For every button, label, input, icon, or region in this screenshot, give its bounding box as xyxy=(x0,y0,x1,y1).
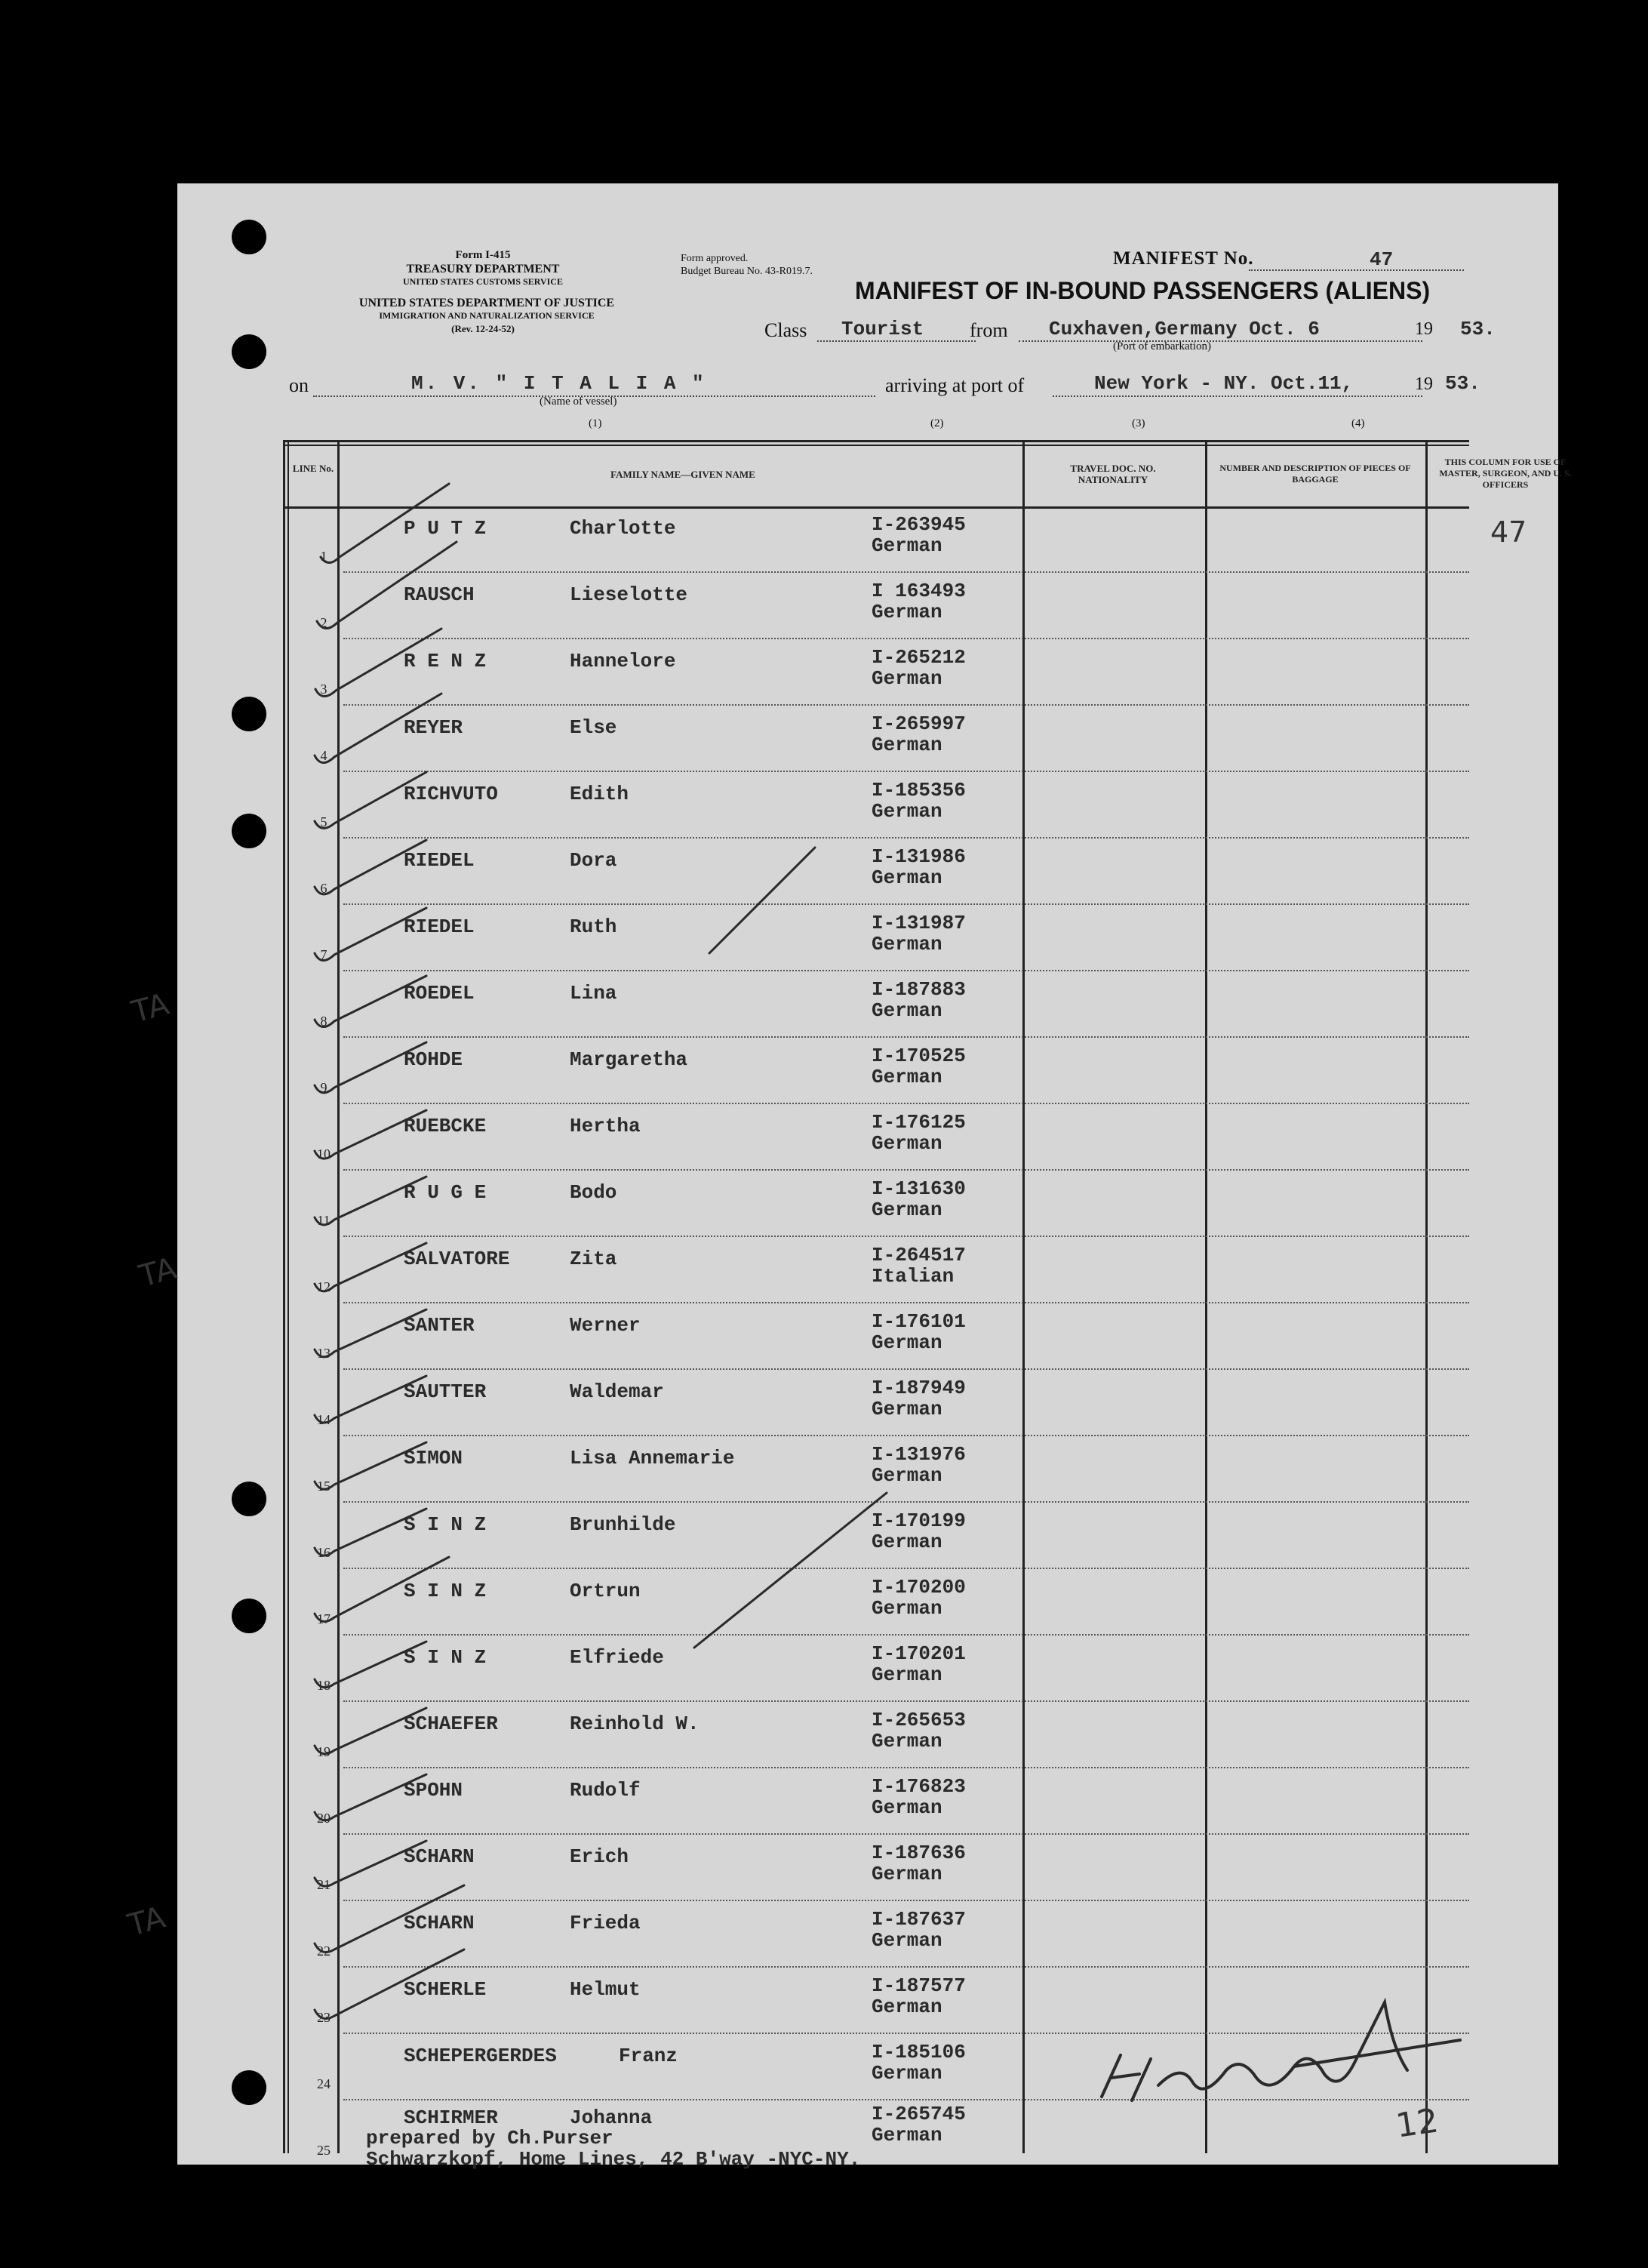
given-name: Bodo xyxy=(570,1181,617,1204)
vessel-name: M. V. " I T A L I A " xyxy=(411,372,706,395)
nationality: German xyxy=(872,1199,942,1221)
form-approved: Form approved. xyxy=(681,253,749,264)
doc-number: I-131630 xyxy=(872,1177,966,1200)
family-name: R E N Z xyxy=(404,650,487,672)
line-number: 10 xyxy=(317,1146,331,1162)
family-name: P U T Z xyxy=(404,517,487,540)
line-number: 18 xyxy=(317,1678,331,1693)
handwritten-marks xyxy=(177,183,1558,2165)
given-name: Else xyxy=(570,716,617,739)
line-number: 19 xyxy=(317,1744,331,1759)
given-name: Ortrun xyxy=(570,1580,641,1602)
given-name: Ruth xyxy=(570,916,617,938)
line-number: 23 xyxy=(317,2010,331,2025)
line-number: 21 xyxy=(317,1877,331,1892)
arrival-port: New York - NY. Oct.11, xyxy=(1094,372,1354,395)
nationality: German xyxy=(872,1132,942,1155)
line-number: 15 xyxy=(317,1479,331,1494)
doc-number: I-264517 xyxy=(872,1244,966,1266)
nationality: German xyxy=(872,1464,942,1487)
family-name: SALVATORE xyxy=(404,1248,510,1270)
line-number: 1 xyxy=(320,549,327,564)
doc-number: I-265745 xyxy=(872,2103,966,2125)
family-name: ROHDE xyxy=(404,1048,463,1071)
justice-dept: UNITED STATES DEPARTMENT OF JUSTICE xyxy=(358,297,615,309)
nationality: German xyxy=(872,601,942,623)
family-name: ROEDEL xyxy=(404,982,475,1005)
prepared-by: prepared by Ch.Purser Schwarzkopf, Home Lines, 42 B'way -NYC-NY. xyxy=(366,2127,861,2171)
column-number-3: (3) xyxy=(1132,417,1145,429)
family-name: SCHERLE xyxy=(404,1978,487,2001)
given-name: Franz xyxy=(619,2045,678,2067)
given-name: Margaretha xyxy=(570,1048,688,1071)
line-number: 22 xyxy=(317,1943,331,1959)
line-number: 8 xyxy=(320,1014,327,1029)
doc-number: I-265653 xyxy=(872,1709,966,1731)
from-label: from xyxy=(970,319,1008,341)
column-number-2: (2) xyxy=(930,417,944,429)
budget-bureau: Budget Bureau No. 43-R019.7. xyxy=(681,266,813,277)
column-number-4: (4) xyxy=(1351,417,1365,429)
given-name: Lieselotte xyxy=(570,583,688,606)
nationality: German xyxy=(872,1398,942,1420)
doc-number: I-187949 xyxy=(872,1377,966,1399)
given-name: Dora xyxy=(570,849,617,872)
line-number: 6 xyxy=(320,881,327,896)
family-name: SANTER xyxy=(404,1314,475,1337)
doc-number: I-185356 xyxy=(872,779,966,802)
doc-number: I-176823 xyxy=(872,1775,966,1798)
year-prefix-2: 19 xyxy=(1415,374,1433,394)
year-prefix-1: 19 xyxy=(1415,319,1433,339)
family-name: REYER xyxy=(404,716,463,739)
given-name: Reinhold W. xyxy=(570,1713,699,1735)
nationality: German xyxy=(872,866,942,889)
doc-number: I 163493 xyxy=(872,580,966,602)
line-number: 2 xyxy=(320,615,327,630)
doc-number: I-187636 xyxy=(872,1842,966,1864)
manifest-label: MANIFEST No. xyxy=(1113,248,1254,269)
nationality: German xyxy=(872,999,942,1022)
arriving-label: arriving at port of xyxy=(885,374,1025,396)
nationality: German xyxy=(872,1663,942,1686)
family-name: SCHIRMER xyxy=(404,2106,498,2129)
family-name: RUEBCKE xyxy=(404,1115,487,1137)
line-number: 17 xyxy=(317,1611,331,1626)
port-embarkation-caption: (Port of embarkation) xyxy=(1113,340,1211,352)
family-name: SAUTTER xyxy=(404,1380,487,1403)
doc-number: I-187883 xyxy=(872,978,966,1001)
line-number: 9 xyxy=(320,1080,327,1095)
margin-ta-mark: TA xyxy=(128,986,173,1030)
class-label: Class xyxy=(764,319,807,341)
family-name: RIEDEL xyxy=(404,849,475,872)
line-number: 11 xyxy=(317,1213,331,1228)
line-number: 5 xyxy=(320,814,327,829)
doc-number: I-131986 xyxy=(872,845,966,868)
line-number: 24 xyxy=(317,2076,331,2091)
nationality: German xyxy=(872,1730,942,1753)
line-number: 3 xyxy=(320,682,327,697)
manifest-page xyxy=(124,183,1572,2171)
line-number: 16 xyxy=(317,1545,331,1560)
column-header-baggage: NUMBER AND DESCRIPTION OF PIECES OF BAGGAGE xyxy=(1219,463,1411,485)
nationality: German xyxy=(872,734,942,756)
doc-number: I-131987 xyxy=(872,912,966,934)
doc-number: I-176125 xyxy=(872,1111,966,1134)
arrival-year: 53. xyxy=(1445,372,1480,395)
column-header-name: FAMILY NAME—GIVEN NAME xyxy=(610,469,755,480)
doc-number: I-170200 xyxy=(872,1576,966,1599)
given-name: Edith xyxy=(570,783,629,805)
given-name: Hannelore xyxy=(570,650,676,672)
line-number: 20 xyxy=(317,1811,331,1826)
doc-number: I-265997 xyxy=(872,712,966,735)
cross-out-line xyxy=(709,848,815,953)
nationality: German xyxy=(872,1331,942,1354)
family-name: SCHAEFER xyxy=(404,1713,498,1735)
nationality: German xyxy=(872,534,942,557)
family-name: RAUSCH xyxy=(404,583,475,606)
line-number: 4 xyxy=(320,748,327,763)
column-header-travel-doc: TRAVEL DOC. NO. NATIONALITY xyxy=(1070,463,1156,485)
nationality: German xyxy=(872,1929,942,1952)
given-name: Rudolf xyxy=(570,1779,641,1802)
family-name: SCHEPERGERDES xyxy=(404,2045,557,2067)
nationality: German xyxy=(872,1863,942,1885)
vessel-caption: (Name of vessel) xyxy=(540,395,617,408)
doc-number: I-263945 xyxy=(872,513,966,536)
nationality: German xyxy=(872,1531,942,1553)
given-name: Johanna xyxy=(570,2106,653,2129)
doc-number: I-187637 xyxy=(872,1908,966,1931)
ins-service: IMMIGRATION AND NATURALIZATION SERVICE xyxy=(379,310,595,321)
officer-note: 47 xyxy=(1490,515,1527,549)
doc-number: I-170201 xyxy=(872,1642,966,1665)
margin-ta-mark: TA xyxy=(124,1900,169,1943)
doc-number: I-187577 xyxy=(872,1974,966,1997)
family-name: RICHVUTO xyxy=(404,783,498,805)
family-name: SCHARN xyxy=(404,1912,475,1934)
nationality: German xyxy=(872,2124,942,2146)
manifest-number: 47 xyxy=(1370,248,1394,271)
nationality: German xyxy=(872,1066,942,1088)
embarkation-year: 53. xyxy=(1460,318,1496,340)
family-name: S I N Z xyxy=(404,1513,487,1536)
revision: (Rev. 12-24-52) xyxy=(451,323,515,334)
customs-service: UNITED STATES CUSTOMS SERVICE xyxy=(403,276,563,287)
nationality: German xyxy=(872,1996,942,2018)
nationality: German xyxy=(872,1796,942,1819)
column-number-1: (1) xyxy=(589,417,602,429)
given-name: Helmut xyxy=(570,1978,641,2001)
signature xyxy=(1102,2002,1460,2100)
check-marks xyxy=(315,484,464,2019)
nationality: German xyxy=(872,933,942,956)
family-name: RIEDEL xyxy=(404,916,475,938)
count-mark: 12 xyxy=(1393,2101,1441,2146)
line-number: 25 xyxy=(317,2143,331,2158)
line-number: 13 xyxy=(317,1346,331,1361)
given-name: Zita xyxy=(570,1248,617,1270)
family-name: S I N Z xyxy=(404,1580,487,1602)
given-name: Elfriede xyxy=(570,1646,664,1669)
doc-number: I-170525 xyxy=(872,1045,966,1067)
given-name: Werner xyxy=(570,1314,641,1337)
given-name: Lisa Annemarie xyxy=(570,1447,735,1469)
doc-number: I-170199 xyxy=(872,1509,966,1532)
margin-ta-mark: TA xyxy=(135,1251,180,1294)
doc-number: I-185106 xyxy=(872,2041,966,2063)
nationality: Italian xyxy=(872,1265,955,1288)
nationality: German xyxy=(872,2062,942,2085)
family-name: SCHARN xyxy=(404,1845,475,1868)
given-name: Waldemar xyxy=(570,1380,664,1403)
doc-number: I-176101 xyxy=(872,1310,966,1333)
line-number: 7 xyxy=(320,947,327,962)
family-name: R U G E xyxy=(404,1181,487,1204)
nationality: German xyxy=(872,1597,942,1620)
given-name: Hertha xyxy=(570,1115,641,1137)
given-name: Frieda xyxy=(570,1912,641,1934)
line-number: 12 xyxy=(317,1279,331,1294)
page-title: MANIFEST OF IN-BOUND PASSENGERS (ALIENS) xyxy=(855,277,1431,304)
on-label: on xyxy=(289,374,309,396)
doc-number: I-265212 xyxy=(872,646,966,669)
given-name: Erich xyxy=(570,1845,629,1868)
cross-out-line xyxy=(694,1493,887,1648)
doc-number: I-131976 xyxy=(872,1443,966,1466)
nationality: German xyxy=(872,800,942,823)
family-name: SPOHN xyxy=(404,1779,463,1802)
given-name: Brunhilde xyxy=(570,1513,676,1536)
given-name: Charlotte xyxy=(570,517,676,540)
class-value: Tourist xyxy=(841,318,924,340)
column-header-line-no: LINE No. xyxy=(292,463,334,474)
given-name: Lina xyxy=(570,982,617,1005)
line-number: 14 xyxy=(317,1412,331,1427)
column-header-officers: THIS COLUMN FOR USE OF MASTER, SURGEON, AND U. S. OFFICERS xyxy=(1439,457,1572,490)
nationality: German xyxy=(872,667,942,690)
treasury-dept: TREASURY DEPARTMENT xyxy=(406,263,560,275)
form-number: Form I-415 xyxy=(455,249,511,261)
embarkation-port: Cuxhaven,Germany Oct. 6 xyxy=(1049,318,1320,340)
family-name: SIMON xyxy=(404,1447,463,1469)
family-name: S I N Z xyxy=(404,1646,487,1669)
